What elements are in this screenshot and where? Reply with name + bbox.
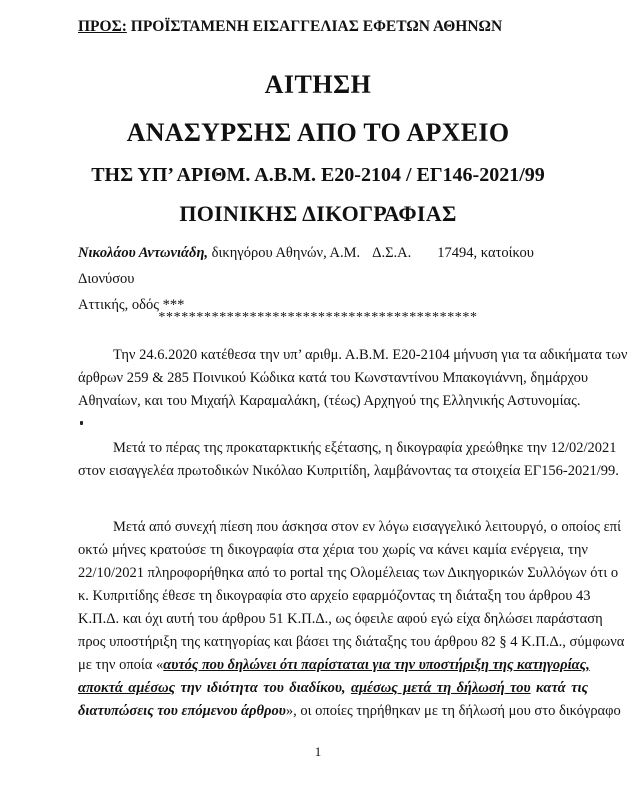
paragraph-3-line: οκτώ μήνες κρατούσε τη δικογραφία στα χέρια του χωρίς να κάνει καμία ενέργεια, την — [78, 542, 588, 558]
paragraph-1 — [78, 344, 628, 413]
quote-text: κατά τις — [530, 680, 589, 696]
intro-text-a: δικηγόρου Αθηνών, Α.Μ. — [211, 245, 361, 261]
title-line-1: ΑΙΤΗΣΗ — [264, 70, 372, 99]
quote-emphasis: αυτός που δηλώνει ότι παρίσταται για την υποστήριξη της κατηγορίας, — [163, 657, 590, 673]
paragraph-3-line-quote-end — [78, 700, 621, 723]
paragraph-3-line: 22/10/2021 πληροφορήθηκα από το portal της Ολομέλειας των Δικηγορικών Συλλόγων ότι ο — [78, 565, 619, 581]
quote-text: διατυπώσεις του επόμενου άρθρου — [78, 703, 286, 719]
quote-text: την ιδιότητα του διαδίκου, — [175, 680, 351, 696]
paragraph-3-line: Κ.Π.Δ. και όχι αυτή του άρθρου 51 Κ.Π.Δ., ως όφειλε αφού εγώ είχα δηλώσει παράσταση — [78, 611, 603, 627]
title-line-2: ΑΝΑΣΥΡΣΗΣ ΑΠΟ ΤΟ ΑΡΧΕΙΟ — [126, 118, 510, 147]
intro-text-c: 17494, κατοίκου Διονύσου — [78, 245, 534, 287]
page-number: 1 — [314, 744, 322, 759]
paragraph-3-line: Μετά από συνεχή πίεση που άσκησα στον εν λόγω εισαγγελικό λειτουργό, ο οποίος επί — [113, 519, 621, 535]
paragraph-2-line: στον εισαγγελέα πρωτοδικών Νικόλαο Κυπριτίδη, λαμβάνοντας τα στοιχεία ΕΓ156-2021/99. — [78, 463, 619, 479]
paragraph-1-line: άρθρων 259 & 285 Ποινικού Κώδικα κατά του Κωνσταντίνου Μπακογιάννη, δημάρχου — [78, 370, 588, 386]
scan-speck — [80, 421, 83, 425]
applicant-intro — [78, 240, 588, 318]
paragraph-1-line: Αθηναίων, και του Μιχαήλ Καραμαλάκη, (τέως) Αρχηγού της Ελληνικής Αστυνομίας. — [78, 393, 581, 409]
paragraph-3 — [78, 516, 625, 723]
intro-text-line2: Αττικής, οδός *** — [78, 297, 185, 313]
paragraph-3-line: κ. Κυπριτίδης έθεσε τη δικογραφία στο αρχείο εφαρμόζοντας τη διάταξη του άρθρου 43 — [78, 588, 591, 604]
addressee-line — [78, 18, 502, 36]
applicant-name: Νικολάου Αντωνιάδη, — [78, 245, 209, 261]
quote-lead-in: με την οποία « — [78, 657, 164, 673]
paragraph-3-line-quote-mid — [78, 677, 588, 700]
quote-emphasis: αμέσως μετά τη δήλωσή του — [350, 680, 531, 696]
paragraph-3-line-quote-start — [78, 654, 588, 677]
paragraph-3-line: προς υποστήριξη της κατηγορίας και βάσει της διάταξης του άρθρου 82 § 4 Κ.Π.Δ., σύμφωνα — [78, 634, 625, 650]
quote-follow-text: », οι οποίες τηρήθηκαν με τη δήλωσή μου στο δικόγραφο — [285, 703, 621, 719]
title-line-4: ΠΟΙΝΙΚΗΣ ΔΙΚΟΓΡΑΦΙΑΣ — [179, 201, 457, 226]
paragraph-2-line: Μετά το πέρας της προκαταρκτικής εξέτασης, η δικογραφία χρεώθηκε την 12/02/2021 — [113, 440, 617, 456]
separator-stars: ****************************************** — [158, 310, 478, 325]
paragraph-2 — [78, 437, 619, 483]
intro-text-b: Δ.Σ.Α. — [372, 245, 412, 261]
to-label: ΠΡΟΣ: — [78, 18, 127, 35]
paragraph-1-line: Την 24.6.2020 κατέθεσα την υπ’ αριθμ. Α.Β.Μ. Ε20-2104 μήνυση για τα αδικήματα των — [113, 347, 628, 363]
addressee-name: ΠΡΟΪΣΤΑΜΕΝΗ ΕΙΣΑΓΓΕΛΙΑΣ ΕΦΕΤΩΝ ΑΘΗΝΩΝ — [126, 18, 503, 35]
title-line-3: ΤΗΣ ΥΠ’ ΑΡΙΘΜ. Α.Β.Μ. Ε20-2104 / ΕΓ146-2021/99 — [91, 164, 545, 186]
quote-emphasis: αποκτά αμέσως — [78, 680, 176, 696]
